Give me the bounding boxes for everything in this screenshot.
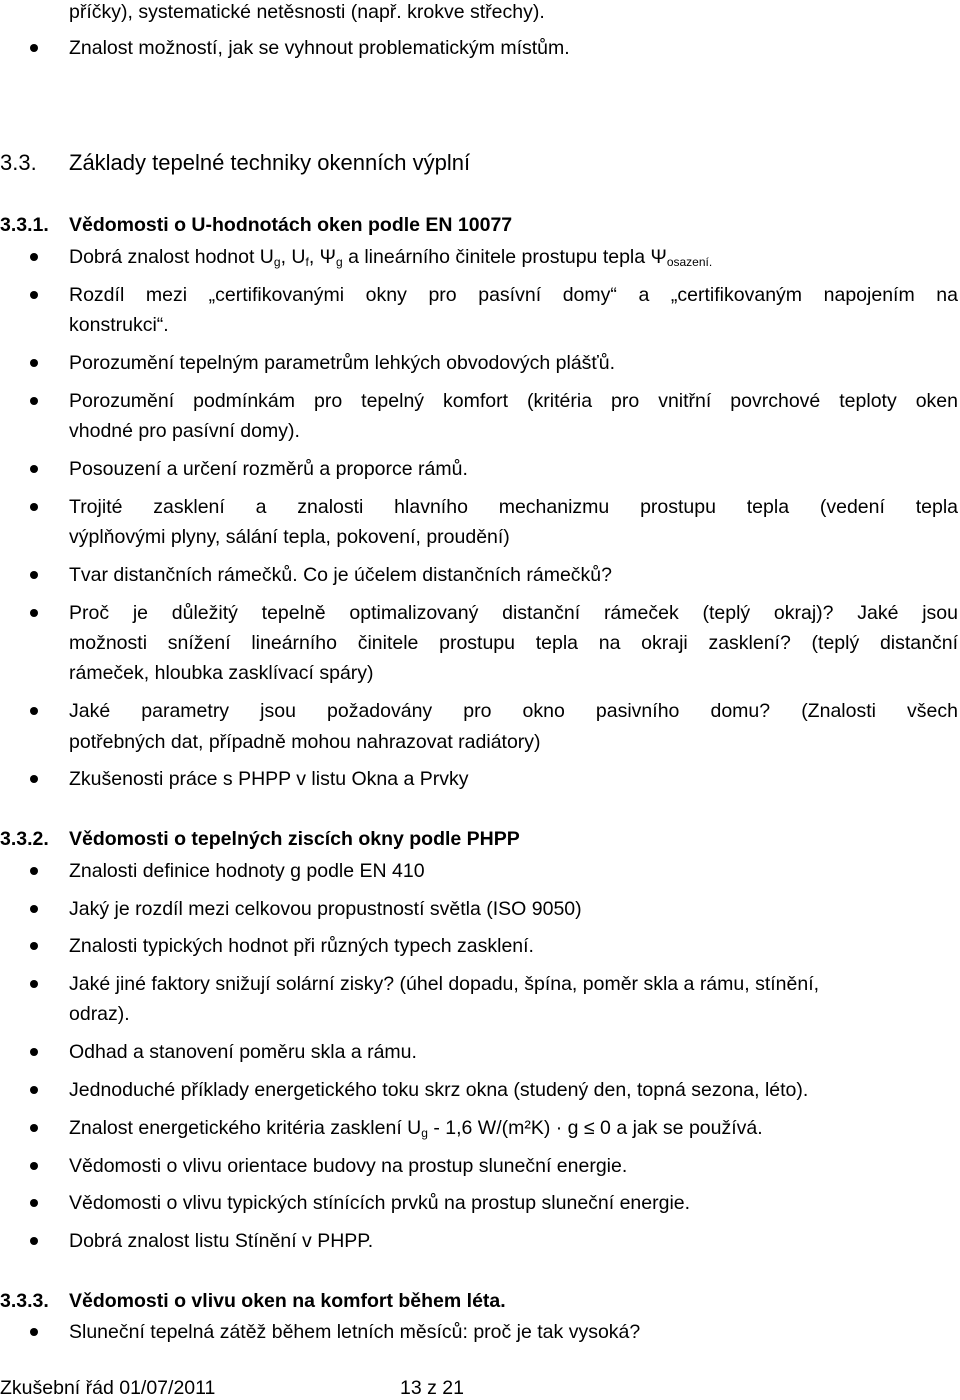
list-item: Znalosti definice hodnoty g podle EN 410 — [69, 860, 425, 882]
bullet-icon — [30, 1124, 38, 1132]
list-item-continuation: konstrukci“. — [69, 314, 169, 336]
list-item: Zkušenosti práce s PHPP v listu Okna a Prvky — [69, 768, 469, 790]
bullet-icon — [30, 397, 38, 405]
bullet-icon — [30, 980, 38, 988]
footer-text: Zkušební řád 01/07/2011 — [0, 1377, 216, 1399]
continuation-text: příčky), systematické netěsnosti (např. krokve střechy). — [69, 1, 545, 23]
list-item-continuation: rámeček, hloubka zasklívací spáry) — [69, 662, 374, 684]
bullet-icon — [30, 707, 38, 715]
list-item: Porozumění tepelným parametrům lehkých obvodových plášťů. — [69, 352, 615, 374]
subsection-title: Vědomosti o vlivu oken na komfort během léta. — [69, 1290, 506, 1312]
subsection-title: Vědomosti o tepelných ziscích okny podle PHPP — [69, 828, 520, 850]
list-item: Posouzení a určení rozměrů a proporce rámů. — [69, 458, 468, 480]
list-item: Dobrá znalost listu Stínění v PHPP. — [69, 1230, 374, 1252]
section-number: 3.3. — [0, 150, 37, 175]
bullet-icon — [30, 775, 38, 783]
bullet-icon — [30, 44, 38, 52]
list-item: Proč je důležitý tepelně optimalizovaný distanční rámeček (teplý okraj)? Jaké jsou — [69, 602, 958, 624]
bullet-icon — [30, 253, 38, 261]
list-item: Znalost energetického kritéria zasklení $U_g - 1,6$ W/(m²K) · g ≤ 0 a jak se používá. — [69, 1117, 763, 1140]
bullet-icon — [30, 1086, 38, 1094]
list-item: Vědomosti o vlivu orientace budovy na prostup sluneční energie. — [69, 1155, 628, 1177]
list-item: Dobrá znalost hodnot $U_g$, $U_f$, $\Psi_g$ a lineárního činitele prostupu tepla $\Psi_{osazení.}$ — [69, 246, 713, 269]
section-title: Základy tepelné techniky okenních výplní — [69, 150, 471, 175]
subsection-number: 3.3.1. — [0, 214, 49, 236]
list-item: Jednoduché příklady energetického toku skrz okna (studený den, topná sezona, léto). — [69, 1079, 809, 1101]
list-item: Vědomosti o vlivu typických stínících prvků na prostup sluneční energie. — [69, 1192, 691, 1214]
bullet-icon — [30, 359, 38, 367]
bullet-icon — [30, 465, 38, 473]
bullet-icon — [30, 291, 38, 299]
bullet-icon — [30, 1162, 38, 1170]
list-item-continuation: vhodné pro pasívní domy). — [69, 420, 300, 442]
list-item: Trojité zasklení a znalosti hlavního mechanizmu prostupu tepla (vedení tepla — [69, 496, 958, 518]
bullet-icon — [30, 1048, 38, 1056]
list-item-continuation: výplňovými plyny, sálání tepla, pokovení, proudění) — [69, 526, 510, 548]
list-item: Znalosti typických hodnot při různých typech zasklení. — [69, 935, 534, 957]
bullet-icon — [30, 1328, 38, 1336]
list-item-continuation: možnosti snížení lineárního činitele prostupu tepla na okraji zasklení? (teplý distanční — [69, 632, 958, 654]
list-item: Sluneční tepelná zátěž během letních měsíců: proč je tak vysoká? — [69, 1321, 641, 1343]
list-item: Odhad a stanovení poměru skla a rámu. — [69, 1041, 417, 1063]
list-item: Jaké jiné faktory snižují solární zisky? (úhel dopadu, špína, poměr skla a rámu, stínění, — [69, 973, 820, 995]
bullet-icon — [30, 609, 38, 617]
subsection-number: 3.3.3. — [0, 1290, 49, 1312]
list-item: Tvar distančních rámečků. Co je účelem distančních rámečků? — [69, 564, 612, 586]
list-item: Znalost možností, jak se vyhnout problematickým místům. — [69, 37, 570, 59]
list-item-continuation: odraz). — [69, 1003, 130, 1025]
list-item: Jaký je rozdíl mezi celkovou propustností světla (ISO 9050) — [69, 898, 582, 920]
subsection-number: 3.3.2. — [0, 828, 49, 850]
bullet-icon — [30, 867, 38, 875]
bullet-icon — [30, 942, 38, 950]
list-item-continuation: potřebných dat, případně mohou nahrazovat radiátory) — [69, 731, 541, 753]
bullet-icon — [30, 905, 38, 913]
list-item: Jaké parametry jsou požadovány pro okno pasivního domu? (Znalosti všech — [69, 700, 958, 722]
subsection-title: Vědomosti o U-hodnotách oken podle EN 10077 — [69, 214, 513, 236]
bullet-icon — [30, 1199, 38, 1207]
page-number: 13 z 21 — [400, 1377, 464, 1399]
list-item: Porozumění podmínkám pro tepelný komfort (kritéria pro vnitřní povrchové teploty oken — [69, 390, 958, 412]
bullet-icon — [30, 571, 38, 579]
bullet-icon — [30, 1237, 38, 1245]
list-item: Rozdíl mezi „certifikovanými okny pro pasívní domy“ a „certifikovaným napojením na — [69, 284, 958, 306]
bullet-icon — [30, 503, 38, 511]
